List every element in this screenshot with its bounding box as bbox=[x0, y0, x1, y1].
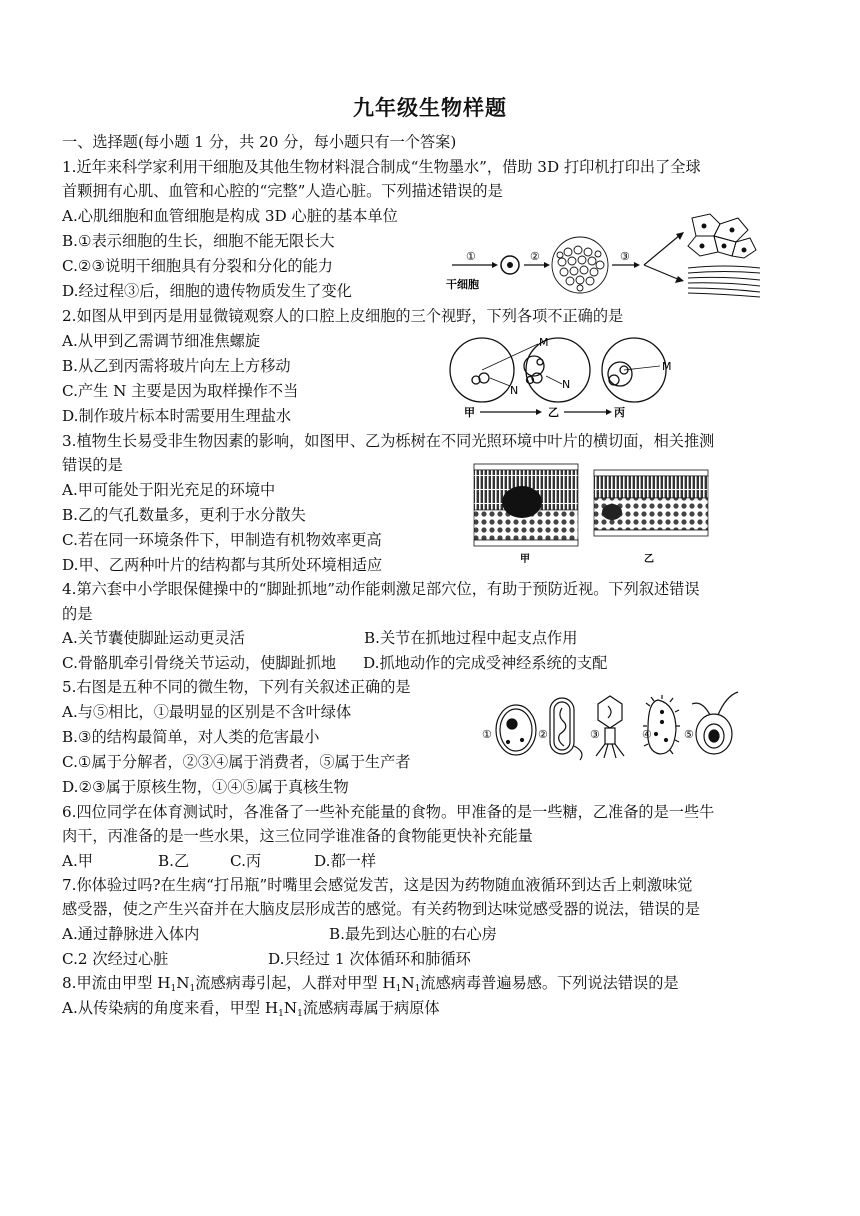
q2-option-c: C.产生 N 主要是因为取样操作不当 bbox=[62, 382, 299, 400]
stem-cell-diagram bbox=[444, 210, 764, 300]
leaf-section-jia bbox=[474, 464, 578, 546]
organism-3-label: ③ bbox=[590, 728, 600, 741]
step-3-label: ③ bbox=[620, 250, 630, 263]
differentiated-cells-icon bbox=[688, 214, 760, 297]
q4-option-a: A.关节囊使脚趾运动更灵活 bbox=[62, 629, 245, 647]
q8-stem bbox=[62, 973, 679, 999]
q5-stem: 5.右图是五种不同的微生物，下列有关叙述正确的是 bbox=[62, 678, 411, 696]
label-bing: 丙 bbox=[614, 406, 625, 419]
subscript-1: 1 bbox=[189, 984, 196, 994]
letter-n: N bbox=[176, 974, 190, 992]
q6-stem-line1: 6.四位同学在体育测试时，各准备了一些补充能量的食物。甲准备的是一些糖，乙准备的是一些牛 bbox=[62, 803, 715, 821]
q3-option-d: D.甲、乙两种叶片的结构都与其所处环境相适应 bbox=[62, 556, 383, 574]
q1-stem-line2: 首颗拥有心肌、血管和心腔的“完整”人造心脏。下列描述错误的是 bbox=[62, 182, 503, 200]
q6-option-a: A.甲 bbox=[62, 852, 93, 870]
q5-option-c: C.①属于分解者，②③④属于消费者，⑤属于生产者 bbox=[62, 753, 411, 771]
q6-option-c: C.丙 bbox=[230, 852, 262, 870]
q8-option-a bbox=[62, 998, 440, 1024]
organism-5-label: ⑤ bbox=[684, 728, 694, 741]
q2-option-d: D.制作玻片标本时需要用生理盐水 bbox=[62, 407, 292, 425]
bacterium-icon bbox=[550, 698, 582, 760]
yeast-cell-icon bbox=[496, 705, 536, 755]
view-yi-circle bbox=[526, 338, 590, 402]
q1-option-d: D.经过程③后，细胞的遗传物质发生了变化 bbox=[62, 282, 352, 300]
chlamydomonas-icon bbox=[692, 692, 738, 754]
q3-stem-line2: 错误的是 bbox=[62, 456, 123, 474]
q2-stem: 2.如图从甲到丙是用显微镜观察人的口腔上皮细胞的三个视野，下列各项不正确的是 bbox=[62, 307, 624, 325]
q1-option-a: A.心肌细胞和血管细胞是构成 3D 心脏的基本单位 bbox=[62, 207, 398, 225]
q4-stem-line1: 4.第六套中小学眼保健操中的“脚趾抓地”动作能刺激足部穴位，有助于预防近视。下列叙述错误 bbox=[62, 580, 700, 598]
q8-stem-pre: 8.甲流由甲型 H bbox=[62, 974, 171, 992]
step-2-label: ② bbox=[530, 250, 540, 263]
organism-4-label: ④ bbox=[642, 728, 652, 741]
q5-option-d: D.②③属于原核生物，①④⑤属于真核生物 bbox=[62, 778, 349, 796]
subscript-1: 1 bbox=[170, 984, 177, 994]
label-m-1: M bbox=[539, 336, 549, 349]
q4-option-d: D.抓地动作的完成受神经系统的支配 bbox=[363, 654, 608, 672]
leaf-jia-label: 甲 bbox=[520, 554, 530, 565]
letter-n: N bbox=[401, 974, 415, 992]
letter-n: N bbox=[283, 999, 298, 1017]
leaf-section-yi bbox=[594, 470, 708, 536]
q7-option-a: A.通过静脉进入体内 bbox=[62, 925, 200, 943]
subscript-1: 1 bbox=[297, 1009, 303, 1019]
q7-stem-line2: 感受器，使之产生兴奋并在大脑皮层形成苦的感觉。有关药物到达味觉感受器的说法，错误的是 bbox=[62, 900, 700, 918]
q7-stem-line1: 7.你体验过吗?在生病“打吊瓶”时嘴里会感觉发苦，这是因为药物随血液循环到达舌上刺激味觉 bbox=[62, 876, 693, 894]
microorganisms-figure bbox=[480, 686, 750, 762]
label-jia: 甲 bbox=[464, 406, 475, 419]
subscript-1: 1 bbox=[395, 984, 402, 994]
q3-stem-line1: 3.植物生长易受非生物因素的影响，如图甲、乙为栎树在不同光照环境中叶片的横切面，相关推测 bbox=[62, 432, 715, 450]
q3-option-a: A.甲可能处于阳光充足的环境中 bbox=[62, 481, 276, 499]
section-header: 一、选择题(每小题 1 分，共 20 分，每小题只有一个答案) bbox=[62, 133, 457, 151]
subscript-1: 1 bbox=[278, 1009, 284, 1019]
q8-option-a-post: 流感病毒属于病原体 bbox=[302, 999, 440, 1017]
subscript-1: 1 bbox=[414, 984, 421, 994]
q4-option-b: B.关节在抓地过程中起支点作用 bbox=[364, 629, 578, 647]
q3-option-b: B.乙的气孔数量多，更利于水分散失 bbox=[62, 506, 306, 524]
stem-cell-label: 干细胞 bbox=[446, 278, 479, 291]
step-1-label: ① bbox=[466, 250, 476, 263]
q6-option-b: B.乙 bbox=[158, 852, 190, 870]
label-n-1: N bbox=[510, 384, 519, 397]
q2-option-b: B.从乙到丙需将玻片向左上方移动 bbox=[62, 357, 291, 375]
q5-option-a: A.与⑤相比，①最明显的区别是不含叶绿体 bbox=[62, 703, 352, 721]
label-yi: 乙 bbox=[548, 406, 559, 419]
leaf-yi-label: 乙 bbox=[644, 554, 654, 565]
view-bing-circle bbox=[602, 338, 666, 402]
q3-option-c: C.若在同一环境条件下，甲制造有机物效率更高 bbox=[62, 531, 382, 549]
organism-2-label: ② bbox=[538, 728, 548, 741]
q8-stem-post: 流感病毒普遍易感。下列说法错误的是 bbox=[420, 974, 679, 992]
protozoan-icon bbox=[643, 695, 680, 754]
q7-option-d: D.只经过 1 次体循环和肺循环 bbox=[268, 950, 471, 968]
q4-stem-line2: 的是 bbox=[62, 605, 93, 623]
leaf-cross-section-figure bbox=[472, 462, 712, 566]
q8-option-a-pre: A.从传染病的角度来看，甲型 H bbox=[62, 999, 279, 1017]
q2-option-a: A.从甲到乙需调节细准焦螺旋 bbox=[62, 332, 261, 350]
label-m-2: M bbox=[662, 360, 672, 373]
microscope-views-diagram bbox=[448, 330, 678, 422]
page-title: 九年级生物样题 bbox=[353, 95, 507, 120]
organism-1-label: ① bbox=[482, 728, 492, 741]
q8-stem-mid: 流感病毒引起，人群对甲型 H bbox=[195, 974, 396, 992]
q7-option-c: C.2 次经过心脏 bbox=[62, 950, 169, 968]
label-n-2: N bbox=[562, 378, 571, 391]
q4-option-c: C.骨骼肌牵引骨绕关节运动，使脚趾抓地 bbox=[62, 654, 337, 672]
q1-option-b: B.①表示细胞的生长，细胞不能无限长大 bbox=[62, 232, 335, 250]
q5-option-b: B.③的结构最简单，对人类的危害最小 bbox=[62, 728, 320, 746]
dividing-cell-cluster-icon bbox=[552, 237, 608, 293]
virus-icon bbox=[596, 696, 624, 758]
q7-option-b: B.最先到达心脏的右心房 bbox=[329, 925, 497, 943]
q1-option-c: C.②③说明干细胞具有分裂和分化的能力 bbox=[62, 257, 333, 275]
q6-option-d: D.都一样 bbox=[314, 852, 377, 870]
q1-stem-line1: 1.近年来科学家利用干细胞及其他生物材料混合制成“生物墨水”，借助 3D 打印机打印出了全球 bbox=[62, 158, 701, 176]
q6-stem-line2: 肉干，丙准备的是一些水果，这三位同学谁准备的食物能更快补充能量 bbox=[62, 827, 533, 845]
